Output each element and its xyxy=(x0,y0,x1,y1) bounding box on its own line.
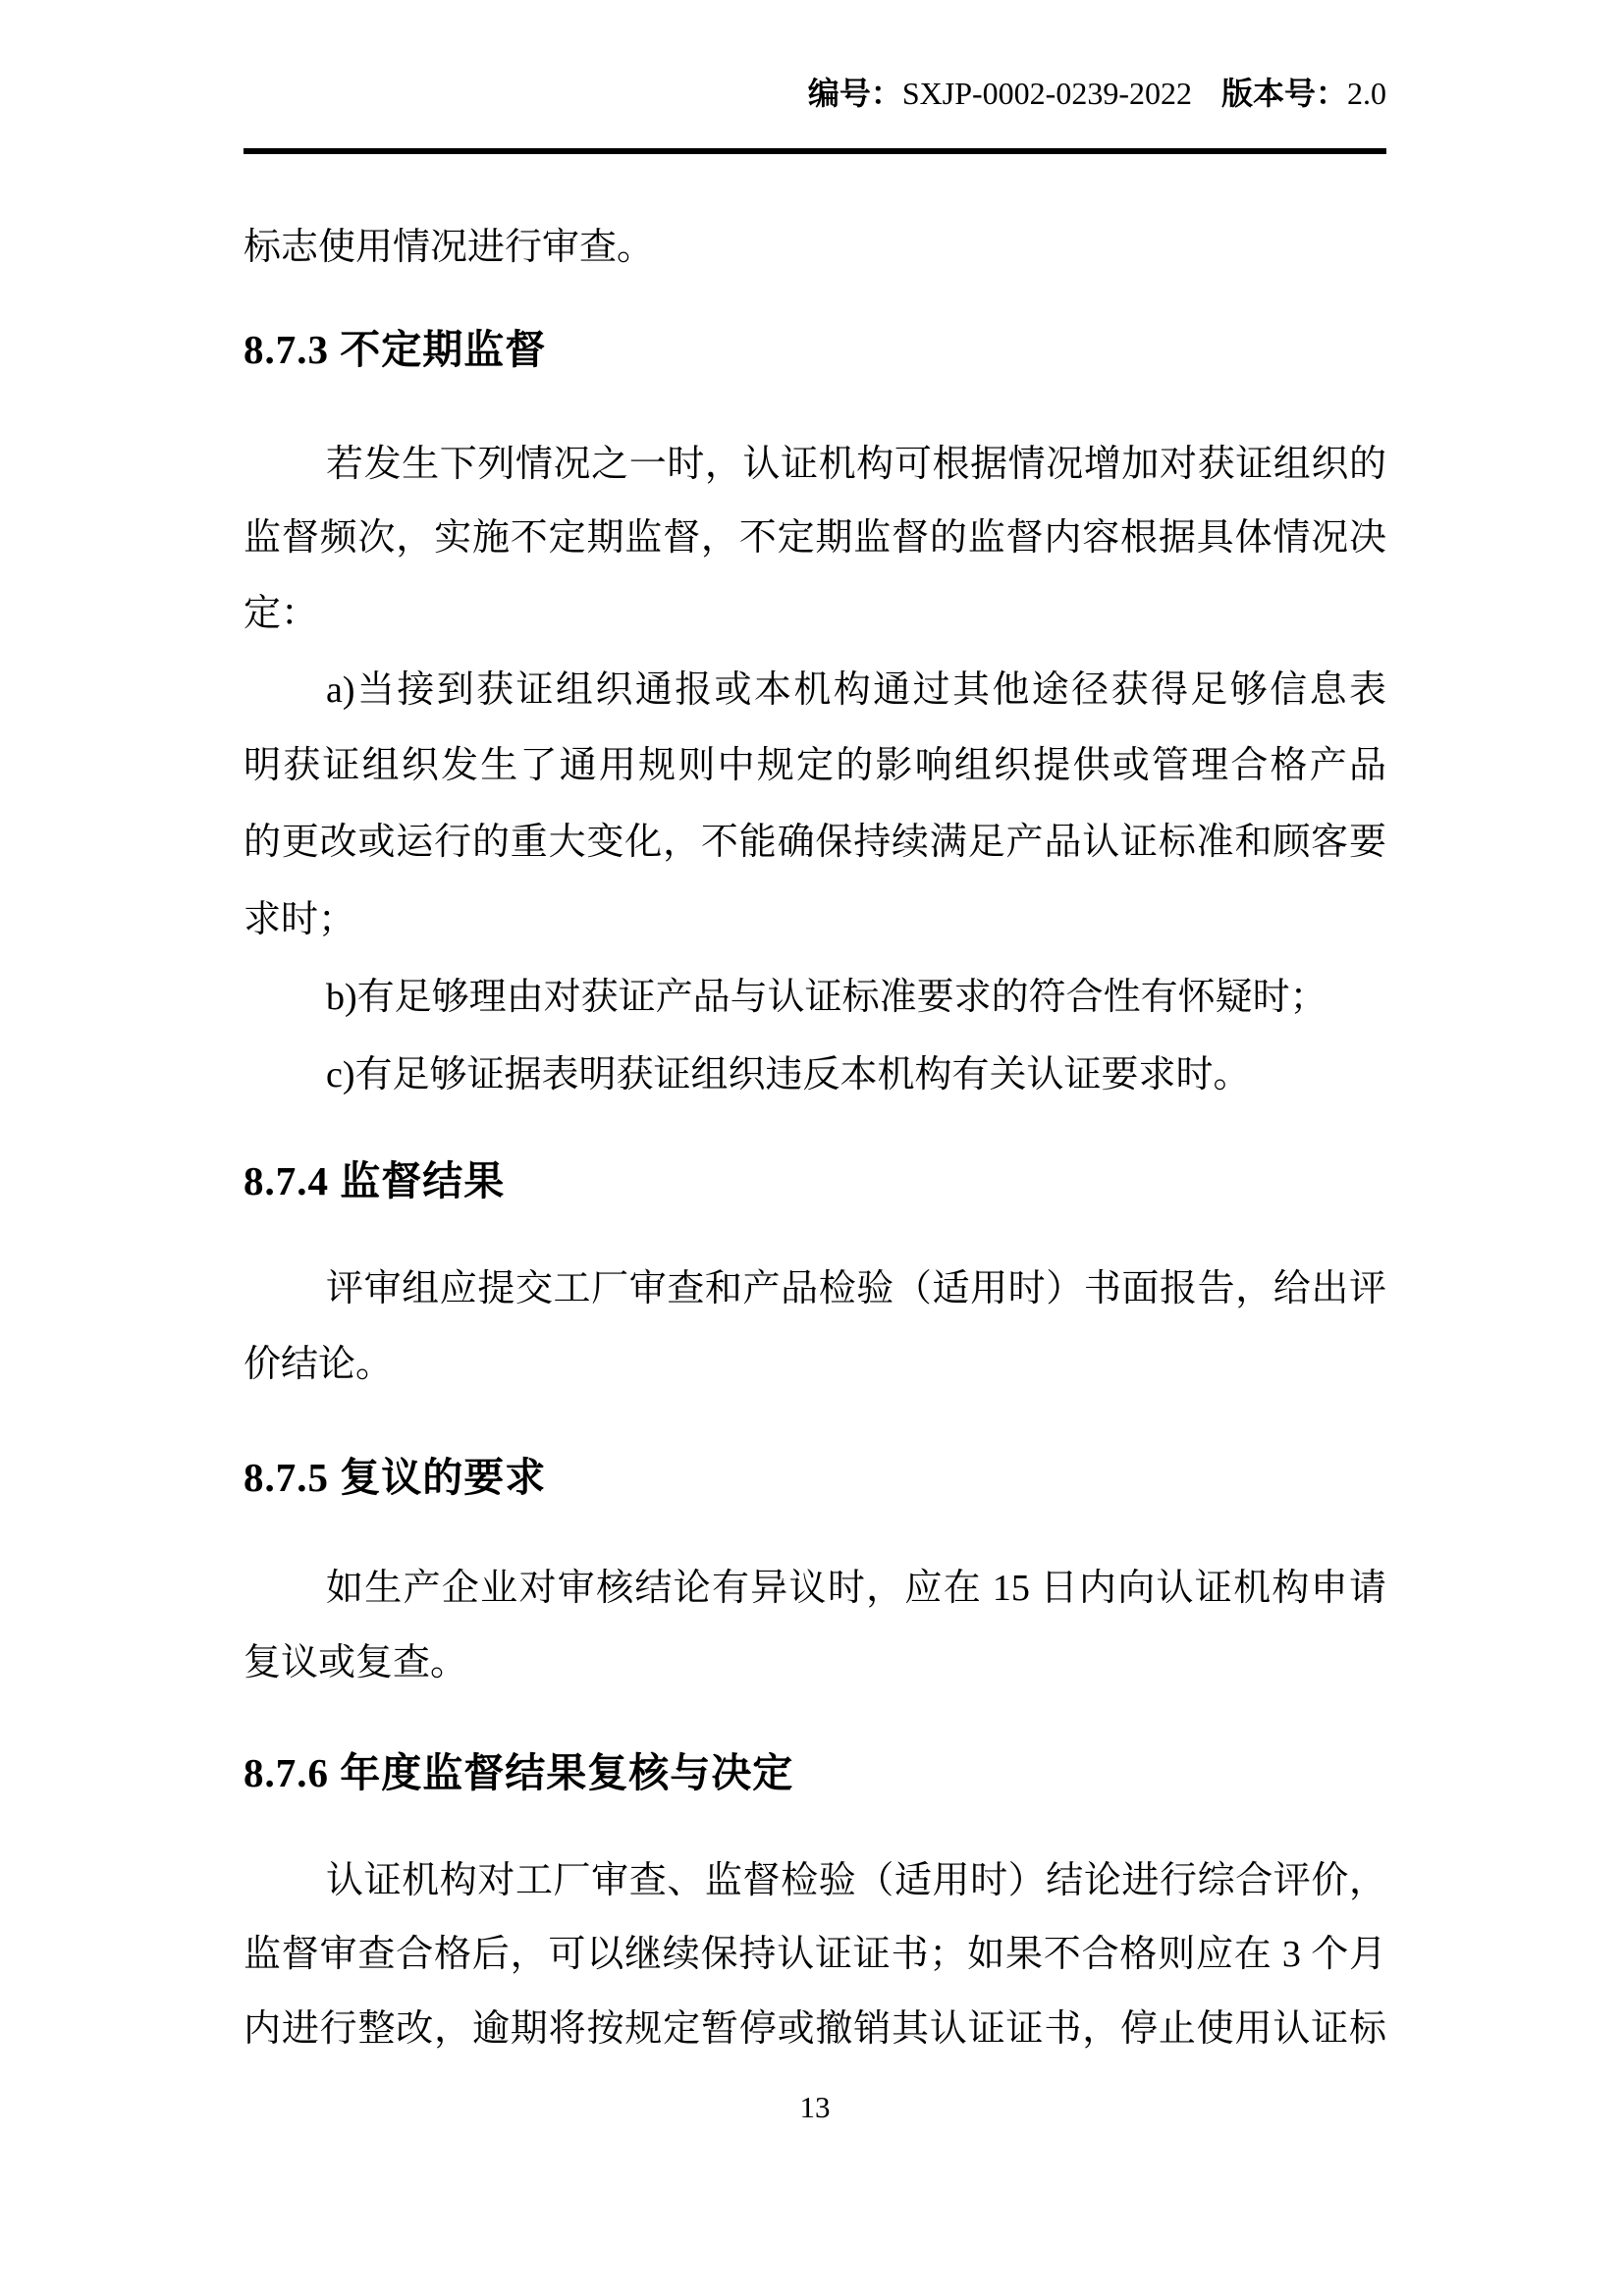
body-line: 监督审查合格后，可以继续保持认证证书；如果不合格则应在 3 个月 xyxy=(244,1934,1386,1975)
page-header xyxy=(244,75,1386,112)
version-label: 版本号： xyxy=(1220,76,1347,111)
doc-number-value: SXJP-0002-0239-2022 xyxy=(901,76,1192,111)
section-heading-8-7-6: 8.7.6 年度监督结果复核与决定 xyxy=(244,1750,794,1795)
body-line: 明获证组织发生了通用规则中规定的影响组织提供或管理合格产品 xyxy=(244,745,1386,786)
section-heading-8-7-4: 8.7.4 监督结果 xyxy=(244,1158,506,1203)
body-line: 如生产企业对审核结论有异议时，应在 15 日内向认证机构申请 xyxy=(326,1568,1386,1609)
section-heading-8-7-5: 8.7.5 复议的要求 xyxy=(244,1455,547,1500)
body-line: 评审组应提交工厂审查和产品检验（适用时）书面报告，给出评 xyxy=(326,1268,1386,1309)
body-line: 若发生下列情况之一时，认证机构可根据情况增加对获证组织的 xyxy=(326,444,1386,485)
body-line-item-b: b)有足够理由对获证产品与认证标准要求的符合性有怀疑时； xyxy=(326,977,1327,1018)
header-rule xyxy=(244,148,1386,154)
page-number: 13 xyxy=(799,2090,831,2124)
body-line-item-c: c)有足够证据表明获证组织违反本机构有关认证要求时。 xyxy=(326,1054,1251,1095)
body-line: 监督频次，实施不定期监督，不定期监督的监督内容根据具体情况决 xyxy=(244,517,1386,559)
body-line: 价结论。 xyxy=(244,1344,394,1385)
section-heading-8-7-3: 8.7.3 不定期监督 xyxy=(244,327,547,372)
version-value: 2.0 xyxy=(1347,76,1386,111)
body-line: 认证机构对工厂审查、监督检验（适用时）结论进行综合评价， xyxy=(326,1860,1386,1901)
body-line: 定： xyxy=(244,593,319,634)
doc-number-label: 编号： xyxy=(807,76,902,111)
body-line: 求时； xyxy=(244,899,356,940)
body-line-item-a: a)当接到获证组织通报或本机构通过其他途径获得足够信息表 xyxy=(326,669,1386,711)
body-line: 的更改或运行的重大变化，不能确保持续满足产品认证标准和顾客要 xyxy=(244,822,1386,863)
body-line: 标志使用情况进行审查。 xyxy=(244,227,655,268)
body-line: 内进行整改，逾期将按规定暂停或撤销其认证证书，停止使用认证标 xyxy=(244,2008,1386,2050)
body-line: 复议或复查。 xyxy=(244,1642,468,1683)
